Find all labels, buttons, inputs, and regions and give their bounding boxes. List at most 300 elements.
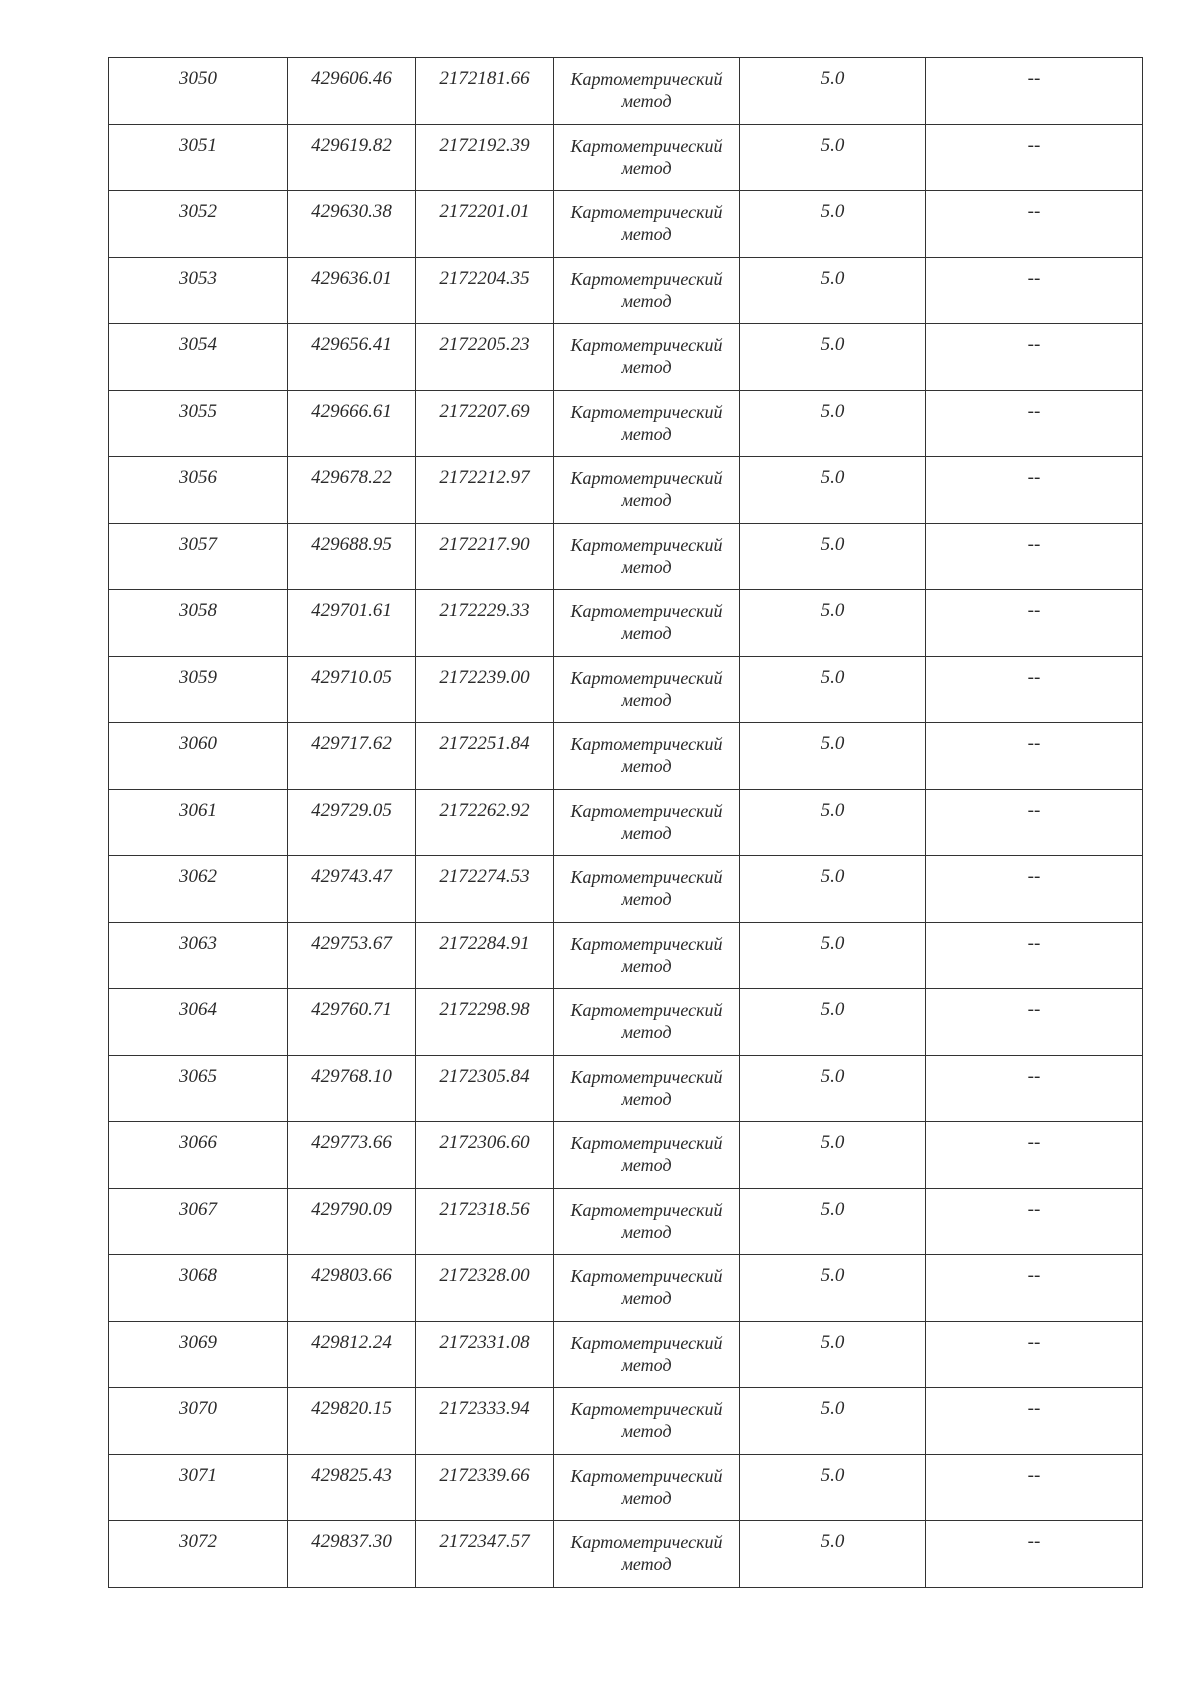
accuracy-value: 5.0 — [820, 666, 845, 688]
method-text-line1: Картометрический — [570, 69, 723, 89]
note-value: -- — [1027, 68, 1041, 89]
note-cell — [926, 1255, 1143, 1322]
accuracy-cell — [740, 1122, 926, 1189]
accuracy-cell — [740, 124, 926, 191]
table-row — [109, 656, 1143, 723]
x-coordinate-cell — [288, 1255, 416, 1322]
table-row — [109, 1188, 1143, 1255]
note-value: -- — [1027, 1265, 1041, 1286]
note-value: -- — [1027, 201, 1041, 222]
x-coordinate-cell — [288, 523, 416, 590]
accuracy-value: 5.0 — [820, 1198, 845, 1220]
x-coordinate: 429812.24 — [311, 1331, 392, 1353]
y-coordinate-cell — [416, 191, 554, 258]
point-number-cell — [109, 989, 288, 1056]
point-number: 3050 — [179, 68, 217, 89]
method-text-line2: метод — [621, 157, 672, 178]
method-text-line1: Картометрический — [570, 667, 723, 688]
point-number-cell — [109, 390, 288, 457]
note-value: -- — [1027, 134, 1041, 156]
accuracy-cell — [740, 523, 926, 590]
note-cell — [926, 390, 1143, 457]
point-number: 3064 — [179, 999, 217, 1020]
note-cell — [926, 590, 1143, 657]
method-cell — [554, 1521, 740, 1588]
accuracy-value: 5.0 — [820, 1398, 845, 1419]
point-number-cell — [109, 1521, 288, 1588]
accuracy-cell — [740, 1321, 926, 1388]
x-coordinate-cell — [288, 856, 416, 923]
method-text-line2: метод — [621, 556, 672, 577]
method-text-line2: метод — [621, 889, 672, 909]
note-value: -- — [1027, 1065, 1041, 1087]
method-cell — [554, 1255, 740, 1322]
x-coordinate: 429656.41 — [311, 334, 392, 355]
note-value: -- — [1027, 799, 1041, 821]
note-cell — [926, 191, 1143, 258]
accuracy-value: 5.0 — [820, 733, 845, 754]
method-text-line2: метод — [621, 955, 672, 976]
y-coordinate-cell — [416, 1454, 554, 1521]
y-coordinate-cell — [416, 1055, 554, 1122]
accuracy-cell — [740, 856, 926, 923]
point-number: 3055 — [179, 400, 217, 422]
y-coordinate: 2172262.92 — [439, 799, 530, 821]
note-cell — [926, 1454, 1143, 1521]
x-coordinate: 429636.01 — [311, 267, 392, 289]
y-coordinate: 2172251.84 — [439, 733, 530, 754]
accuracy-cell — [740, 324, 926, 391]
note-value: -- — [1027, 400, 1041, 422]
method-text-line2: метод — [621, 822, 672, 843]
method-cell — [554, 1122, 740, 1189]
table-row — [109, 590, 1143, 657]
method-cell — [554, 789, 740, 856]
method-cell — [554, 124, 740, 191]
x-coordinate-cell — [288, 656, 416, 723]
x-coordinate-cell — [288, 1122, 416, 1189]
method-cell — [554, 1388, 740, 1455]
accuracy-value: 5.0 — [820, 1132, 845, 1153]
x-coordinate: 429803.66 — [311, 1265, 392, 1286]
method-text-line2: метод — [621, 490, 672, 510]
accuracy-value: 5.0 — [820, 533, 845, 555]
table-body — [109, 58, 1143, 1588]
method-text-line2: метод — [621, 1155, 672, 1175]
y-coordinate: 2172217.90 — [439, 533, 530, 555]
method-text-line1: Картометрический — [570, 268, 723, 289]
method-text-line2: метод — [621, 1288, 672, 1308]
accuracy-value: 5.0 — [820, 799, 845, 821]
point-number-cell — [109, 1388, 288, 1455]
x-coordinate-cell — [288, 1388, 416, 1455]
x-coordinate: 429606.46 — [311, 68, 392, 89]
accuracy-value: 5.0 — [820, 999, 845, 1020]
table-row — [109, 1321, 1143, 1388]
accuracy-cell — [740, 989, 926, 1056]
method-cell — [554, 324, 740, 391]
note-value: -- — [1027, 1464, 1041, 1486]
x-coordinate-cell — [288, 989, 416, 1056]
x-coordinate-cell — [288, 789, 416, 856]
accuracy-cell — [740, 1255, 926, 1322]
accuracy-cell — [740, 1188, 926, 1255]
table-row — [109, 922, 1143, 989]
method-cell — [554, 390, 740, 457]
note-cell — [926, 1321, 1143, 1388]
table-row — [109, 723, 1143, 790]
method-text-line2: метод — [621, 1421, 672, 1441]
note-value: -- — [1027, 1198, 1041, 1220]
method-text-line1: Картометрический — [570, 1332, 723, 1353]
method-cell — [554, 1454, 740, 1521]
note-cell — [926, 124, 1143, 191]
method-text-line1: Картометрический — [570, 933, 723, 954]
note-value: -- — [1027, 600, 1041, 621]
method-text-line2: метод — [621, 357, 672, 377]
point-number: 3059 — [179, 666, 217, 688]
accuracy-value: 5.0 — [820, 1531, 845, 1552]
y-coordinate: 2172347.57 — [439, 1531, 530, 1552]
point-number: 3067 — [179, 1198, 217, 1220]
y-coordinate-cell — [416, 457, 554, 524]
method-text-line1: Картометрический — [570, 202, 723, 222]
method-text-line1: Картометрический — [570, 534, 723, 555]
method-text-line1: Картометрический — [570, 401, 723, 422]
note-cell — [926, 1188, 1143, 1255]
point-number: 3066 — [179, 1132, 217, 1153]
table-row — [109, 1055, 1143, 1122]
accuracy-value: 5.0 — [820, 68, 845, 89]
point-number: 3051 — [179, 134, 217, 156]
point-number-cell — [109, 590, 288, 657]
table-row — [109, 789, 1143, 856]
method-text-line1: Картометрический — [570, 1532, 723, 1552]
point-number: 3065 — [179, 1065, 217, 1087]
y-coordinate-cell — [416, 1122, 554, 1189]
point-number: 3062 — [179, 866, 217, 887]
table-row — [109, 1454, 1143, 1521]
y-coordinate: 2172204.35 — [439, 267, 530, 289]
note-value: -- — [1027, 334, 1041, 355]
x-coordinate: 429825.43 — [311, 1464, 392, 1486]
y-coordinate-cell — [416, 656, 554, 723]
method-text-line1: Картометрический — [570, 601, 723, 621]
note-cell — [926, 457, 1143, 524]
table-row — [109, 1255, 1143, 1322]
method-text-line1: Картометрический — [570, 867, 723, 887]
x-coordinate-cell — [288, 257, 416, 324]
point-number-cell — [109, 1188, 288, 1255]
x-coordinate: 429701.61 — [311, 600, 392, 621]
table-row — [109, 257, 1143, 324]
method-cell — [554, 856, 740, 923]
x-coordinate: 429717.62 — [311, 733, 392, 754]
x-coordinate: 429760.71 — [311, 999, 392, 1020]
accuracy-value: 5.0 — [820, 1065, 845, 1087]
accuracy-value: 5.0 — [820, 467, 845, 488]
point-number-cell — [109, 191, 288, 258]
y-coordinate: 2172274.53 — [439, 866, 530, 887]
method-text-line1: Картометрический — [570, 135, 723, 156]
y-coordinate-cell — [416, 590, 554, 657]
y-coordinate: 2172192.39 — [439, 134, 530, 156]
note-cell — [926, 856, 1143, 923]
method-cell — [554, 1321, 740, 1388]
y-coordinate: 2172284.91 — [439, 932, 530, 954]
method-text-line2: метод — [621, 1221, 672, 1242]
note-value: -- — [1027, 267, 1041, 289]
method-text-line2: метод — [621, 423, 672, 444]
y-coordinate-cell — [416, 989, 554, 1056]
y-coordinate: 2172201.01 — [439, 201, 530, 222]
accuracy-cell — [740, 1388, 926, 1455]
y-coordinate-cell — [416, 523, 554, 590]
accuracy-cell — [740, 457, 926, 524]
x-coordinate-cell — [288, 1454, 416, 1521]
note-value: -- — [1027, 1531, 1041, 1552]
x-coordinate-cell — [288, 191, 416, 258]
point-number: 3072 — [179, 1531, 217, 1552]
y-coordinate-cell — [416, 124, 554, 191]
x-coordinate-cell — [288, 590, 416, 657]
x-coordinate-cell — [288, 390, 416, 457]
table-row — [109, 124, 1143, 191]
method-cell — [554, 656, 740, 723]
x-coordinate: 429820.15 — [311, 1398, 392, 1419]
table-row — [109, 324, 1143, 391]
accuracy-cell — [740, 1055, 926, 1122]
accuracy-value: 5.0 — [820, 600, 845, 621]
x-coordinate: 429710.05 — [311, 666, 392, 688]
method-cell — [554, 989, 740, 1056]
accuracy-cell — [740, 257, 926, 324]
x-coordinate: 429768.10 — [311, 1065, 392, 1087]
accuracy-value: 5.0 — [820, 1265, 845, 1286]
point-number: 3053 — [179, 267, 217, 289]
note-cell — [926, 723, 1143, 790]
point-number-cell — [109, 1055, 288, 1122]
point-number: 3060 — [179, 733, 217, 754]
method-text-line1: Картометрический — [570, 335, 723, 355]
y-coordinate-cell — [416, 390, 554, 457]
x-coordinate-cell — [288, 1321, 416, 1388]
point-number-cell — [109, 1122, 288, 1189]
table-row — [109, 523, 1143, 590]
x-coordinate-cell — [288, 1521, 416, 1588]
y-coordinate-cell — [416, 324, 554, 391]
method-cell — [554, 457, 740, 524]
table-row — [109, 191, 1143, 258]
x-coordinate: 429619.82 — [311, 134, 392, 156]
note-cell — [926, 324, 1143, 391]
x-coordinate: 429630.38 — [311, 201, 392, 222]
table-row — [109, 1388, 1143, 1455]
y-coordinate-cell — [416, 1321, 554, 1388]
method-cell — [554, 523, 740, 590]
method-cell — [554, 723, 740, 790]
note-value: -- — [1027, 1331, 1041, 1353]
method-cell — [554, 257, 740, 324]
note-cell — [926, 1055, 1143, 1122]
table-row — [109, 1521, 1143, 1588]
x-coordinate: 429790.09 — [311, 1198, 392, 1220]
point-number: 3071 — [179, 1464, 217, 1486]
note-value: -- — [1027, 1132, 1041, 1153]
accuracy-cell — [740, 58, 926, 125]
point-number: 3070 — [179, 1398, 217, 1419]
table-row — [109, 457, 1143, 524]
y-coordinate-cell — [416, 1388, 554, 1455]
accuracy-cell — [740, 390, 926, 457]
note-value: -- — [1027, 733, 1041, 754]
method-text-line2: метод — [621, 1022, 672, 1042]
method-cell — [554, 1188, 740, 1255]
x-coordinate-cell — [288, 1055, 416, 1122]
x-coordinate: 429688.95 — [311, 533, 392, 555]
method-text-line1: Картометрический — [570, 1266, 723, 1286]
y-coordinate: 2172181.66 — [439, 68, 530, 89]
accuracy-value: 5.0 — [820, 1464, 845, 1486]
note-cell — [926, 656, 1143, 723]
note-value: -- — [1027, 999, 1041, 1020]
x-coordinate-cell — [288, 324, 416, 391]
note-value: -- — [1027, 533, 1041, 555]
y-coordinate: 2172318.56 — [439, 1198, 530, 1220]
note-cell — [926, 922, 1143, 989]
accuracy-value: 5.0 — [820, 134, 845, 156]
y-coordinate-cell — [416, 58, 554, 125]
accuracy-value: 5.0 — [820, 1331, 845, 1353]
note-cell — [926, 523, 1143, 590]
note-value: -- — [1027, 932, 1041, 954]
point-number: 3056 — [179, 467, 217, 488]
point-number-cell — [109, 656, 288, 723]
method-text-line1: Картометрический — [570, 1465, 723, 1486]
y-coordinate: 2172306.60 — [439, 1132, 530, 1153]
method-cell — [554, 1055, 740, 1122]
method-cell — [554, 922, 740, 989]
method-text-line2: метод — [621, 1554, 672, 1574]
table-row — [109, 390, 1143, 457]
y-coordinate: 2172229.33 — [439, 600, 530, 621]
point-number: 3063 — [179, 932, 217, 954]
y-coordinate-cell — [416, 856, 554, 923]
method-text-line2: метод — [621, 1487, 672, 1508]
accuracy-value: 5.0 — [820, 334, 845, 355]
accuracy-cell — [740, 1521, 926, 1588]
note-value: -- — [1027, 866, 1041, 887]
x-coordinate: 429729.05 — [311, 799, 392, 821]
method-text-line1: Картометрический — [570, 1399, 723, 1419]
y-coordinate-cell — [416, 922, 554, 989]
note-value: -- — [1027, 467, 1041, 488]
table-row — [109, 989, 1143, 1056]
x-coordinate: 429666.61 — [311, 400, 392, 422]
point-number-cell — [109, 257, 288, 324]
accuracy-cell — [740, 723, 926, 790]
accuracy-value: 5.0 — [820, 932, 845, 954]
note-cell — [926, 789, 1143, 856]
method-text-line2: метод — [621, 91, 672, 111]
method-text-line2: метод — [621, 1354, 672, 1375]
method-text-line2: метод — [621, 1088, 672, 1109]
x-coordinate-cell — [288, 1188, 416, 1255]
accuracy-value: 5.0 — [820, 201, 845, 222]
note-cell — [926, 58, 1143, 125]
point-number: 3054 — [179, 334, 217, 355]
method-text-line2: метод — [621, 689, 672, 710]
y-coordinate: 2172331.08 — [439, 1331, 530, 1353]
y-coordinate: 2172212.97 — [439, 467, 530, 488]
point-number-cell — [109, 1454, 288, 1521]
point-number-cell — [109, 922, 288, 989]
method-cell — [554, 58, 740, 125]
method-cell — [554, 191, 740, 258]
point-number-cell — [109, 523, 288, 590]
point-number-cell — [109, 789, 288, 856]
x-coordinate: 429837.30 — [311, 1531, 392, 1552]
point-number-cell — [109, 1255, 288, 1322]
accuracy-value: 5.0 — [820, 866, 845, 887]
x-coordinate-cell — [288, 723, 416, 790]
method-text-line1: Картометрический — [570, 468, 723, 488]
point-number: 3069 — [179, 1331, 217, 1353]
y-coordinate: 2172333.94 — [439, 1398, 530, 1419]
y-coordinate-cell — [416, 1521, 554, 1588]
point-number-cell — [109, 723, 288, 790]
method-text-line2: метод — [621, 290, 672, 311]
point-number-cell — [109, 324, 288, 391]
note-value: -- — [1027, 1398, 1041, 1419]
note-value: -- — [1027, 666, 1041, 688]
x-coordinate-cell — [288, 124, 416, 191]
table-row — [109, 856, 1143, 923]
method-text-line2: метод — [621, 224, 672, 244]
point-number: 3052 — [179, 201, 217, 222]
note-cell — [926, 1122, 1143, 1189]
y-coordinate: 2172207.69 — [439, 400, 530, 422]
y-coordinate-cell — [416, 257, 554, 324]
y-coordinate: 2172328.00 — [439, 1265, 530, 1286]
x-coordinate: 429678.22 — [311, 467, 392, 488]
accuracy-value: 5.0 — [820, 267, 845, 289]
point-number-cell — [109, 856, 288, 923]
point-number-cell — [109, 58, 288, 125]
method-text-line1: Картометрический — [570, 1199, 723, 1220]
point-number: 3057 — [179, 533, 217, 555]
note-cell — [926, 1521, 1143, 1588]
note-cell — [926, 1388, 1143, 1455]
accuracy-cell — [740, 590, 926, 657]
point-number: 3058 — [179, 600, 217, 621]
y-coordinate-cell — [416, 723, 554, 790]
method-text-line1: Картометрический — [570, 1066, 723, 1087]
method-text-line2: метод — [621, 623, 672, 643]
method-cell — [554, 590, 740, 657]
method-text-line1: Картометрический — [570, 1133, 723, 1153]
point-number-cell — [109, 1321, 288, 1388]
y-coordinate-cell — [416, 1188, 554, 1255]
table-row — [109, 58, 1143, 125]
x-coordinate-cell — [288, 58, 416, 125]
y-coordinate: 2172339.66 — [439, 1464, 530, 1486]
y-coordinate-cell — [416, 1255, 554, 1322]
x-coordinate-cell — [288, 922, 416, 989]
point-number: 3061 — [179, 799, 217, 821]
coordinates-table — [108, 57, 1143, 1588]
note-cell — [926, 257, 1143, 324]
